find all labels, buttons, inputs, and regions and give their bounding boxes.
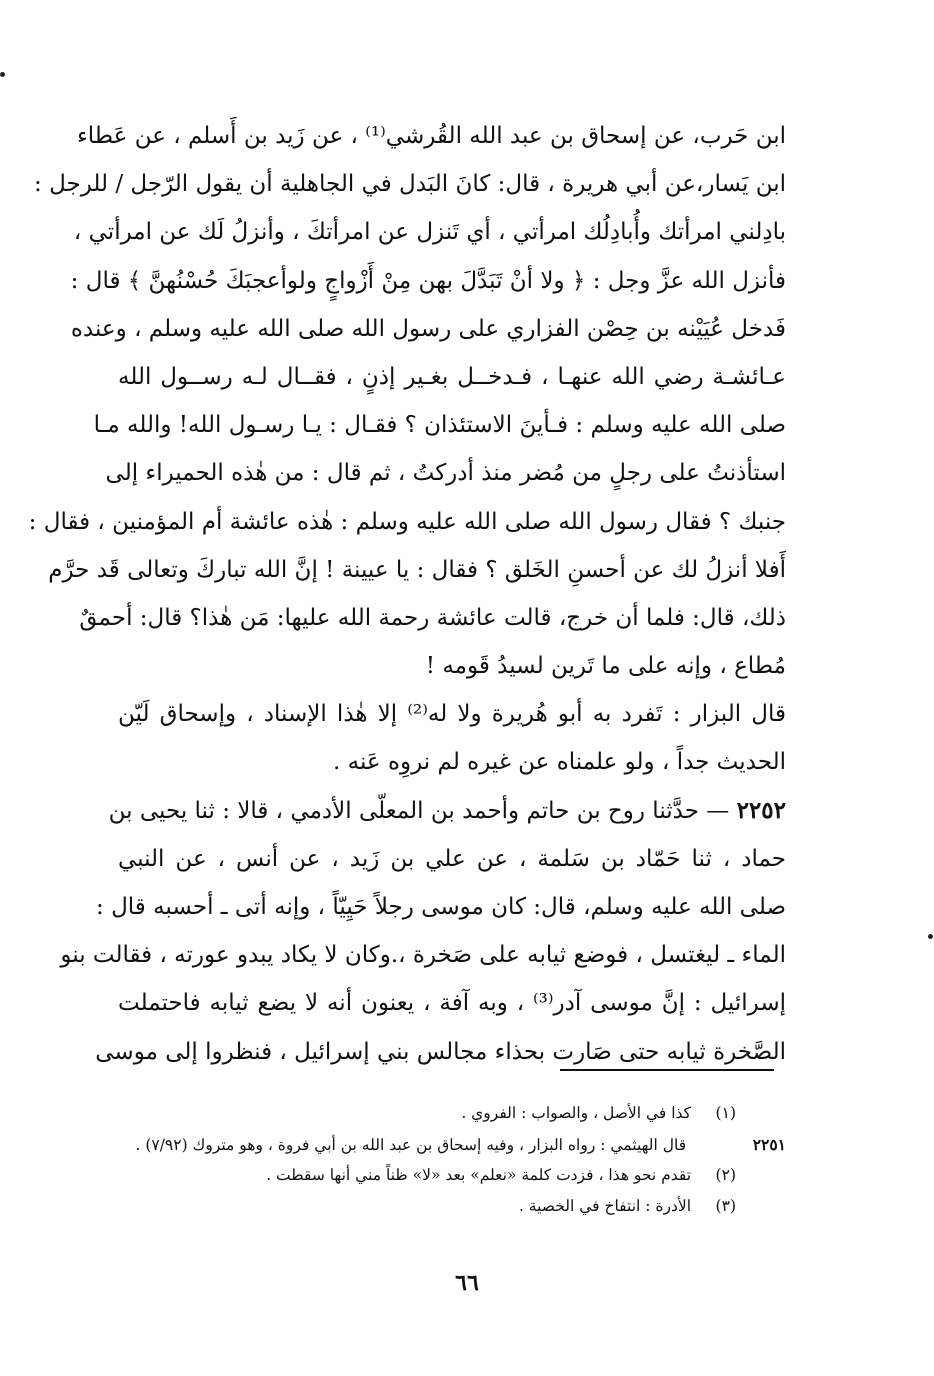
footnote: [118, 1191, 786, 1222]
footnote: [118, 1129, 786, 1160]
text-line: الماء ـ ليغتسل ، فوضع ثيابه على صَخرة ،.وكان لا يكاد يبدو عورته ، فقالت بنو: [60, 942, 786, 969]
text-line: ابن يَسار،عن أبي هريرة ، قال: كانَ البَدل في الجاهلية أن يقول الرّجل / للرجل :: [34, 171, 786, 198]
hadith-number: ٢٢٥٢: [736, 796, 786, 824]
text-line: فأنزل الله عزَّ وجل : ﴿ ولا أنْ تَبَدَّلَ بهن مِنْ أَزْواجٍ ولوأعجبَكَ حُسْنُهنَّ ﴾ قال :: [70, 267, 786, 294]
footnote-mark: (٢): [715, 1166, 736, 1184]
footnotes: [118, 1098, 786, 1222]
footnote-text: كذا في الأصل ، والصواب : الفروي .: [461, 1104, 692, 1122]
footnote-text: تقدم نحو هذا ، فزدت كلمة «نعلم» بعد «لا» ظناً مني أنها سقطت .: [266, 1166, 692, 1184]
footnote-text: الأدرة : انتفاخ في الخصية .: [518, 1197, 692, 1215]
text-line: ابن حَرب، عن إسحاق بن عبد الله القُرشي⁽¹⁾ ، عن زَيد بن أَسلم ، عن عَطاء: [76, 123, 786, 149]
text-line: الحديث جداً ، ولو علمناه عن غيره لم نروِه عَنه .: [333, 749, 786, 776]
text-line: بادِلني امرأتك وأُبادِلُك امرأتي ، أي تَنزل عن امرأتكَ ، وأنزلُ لَك عن امرأتي ،: [73, 219, 786, 246]
footnote-mark: (١): [715, 1104, 736, 1122]
page-number: ٦٦: [455, 1270, 479, 1296]
text-line: قال البزار : تَفرد به أبو هُريرة ولا له⁽²⁾ إلا هٰذا الإسناد ، وإسحاق لَيّن: [118, 701, 786, 728]
scan-speck: [0, 72, 5, 77]
text-line: إسرائيل : إنَّ موسى آدر⁽³⁾ ، وبه آفة ، يعنون أنه لا يضع ثيابه فاحتملت: [118, 990, 787, 1017]
footnote-divider: [560, 1069, 774, 1071]
scan-speck: [928, 934, 933, 939]
main-text: [28, 112, 787, 1076]
text-line: صلى الله عليه وسلم، قال: كان موسى رجلاً حَيِيّاً ، وإنه أتى ـ أحسبه قال :: [96, 894, 786, 920]
text-line: جنبك ؟ فقال رسول الله صلى الله عليه وسلم : هٰذه عائشة أم المؤمنين ، فقال :: [28, 508, 786, 535]
footnote-mark: (٣): [715, 1197, 736, 1215]
footnote: [118, 1160, 786, 1191]
text-line: مُطاع ، وإنه على ما تَرين لسيدُ قَومه !: [425, 653, 786, 680]
text-line: صلى الله عليه وسلم : فـأينَ الاستئذان ؟ فقـال : يـا رسـول الله! والله مـا: [93, 412, 786, 439]
text-line: عـائشـة رضي الله عنهـا ، فـدخــل بغـير إذنٍ ، فقــال لـه رســول الله: [118, 363, 786, 390]
footnote-hadith-ref: ٢٢٥١: [752, 1135, 786, 1154]
text-line: حماد ، ثنا حَمّاد بن سَلمة ، عن علي بن زَيد ، عن أنس ، عن النبي: [118, 845, 786, 872]
footnote: [118, 1098, 786, 1129]
text-line: الصَّخرة ثيابه حتى صَارت بحذاء مجالس بني إسرائيل ، فنظروا إلى موسى: [95, 1038, 786, 1065]
text-line: استأذنتُ على رجلٍ من مُضر منذ أدركتُ ، ثم قال : من هٰذه الحميراء إلى: [105, 460, 786, 487]
text-line: أَفلا أنزلُ لك عن أحسنِ الخَلق ؟ فقال : يا عيينة ! إنَّ الله تباركَ وتعالى قَد حرَّم: [48, 556, 786, 583]
text-line: ذلك، قال: فلما أن خرج، قالت عائشة رحمة الله عليها: مَن هٰذا؟ قال: أحمقٌ: [79, 604, 786, 631]
footnote-text: قال الهيثمي : رواه البزار ، وفيه إسحاق بن عبد الله بن أبي فروة ، وهو متروك (٧/٩٢) .: [135, 1136, 687, 1154]
text-line: — حدَّثنا روح بن حاتم وأحمد بن المعلّى الأدمي ، قالا : ثنا يحيى بن: [108, 797, 730, 824]
text-line: فَدخل عُيَيْنه بن حِصْن الفزاري على رسول الله صلى الله عليه وسلم ، وعنده: [70, 315, 786, 342]
hadith-line: [108, 787, 786, 835]
